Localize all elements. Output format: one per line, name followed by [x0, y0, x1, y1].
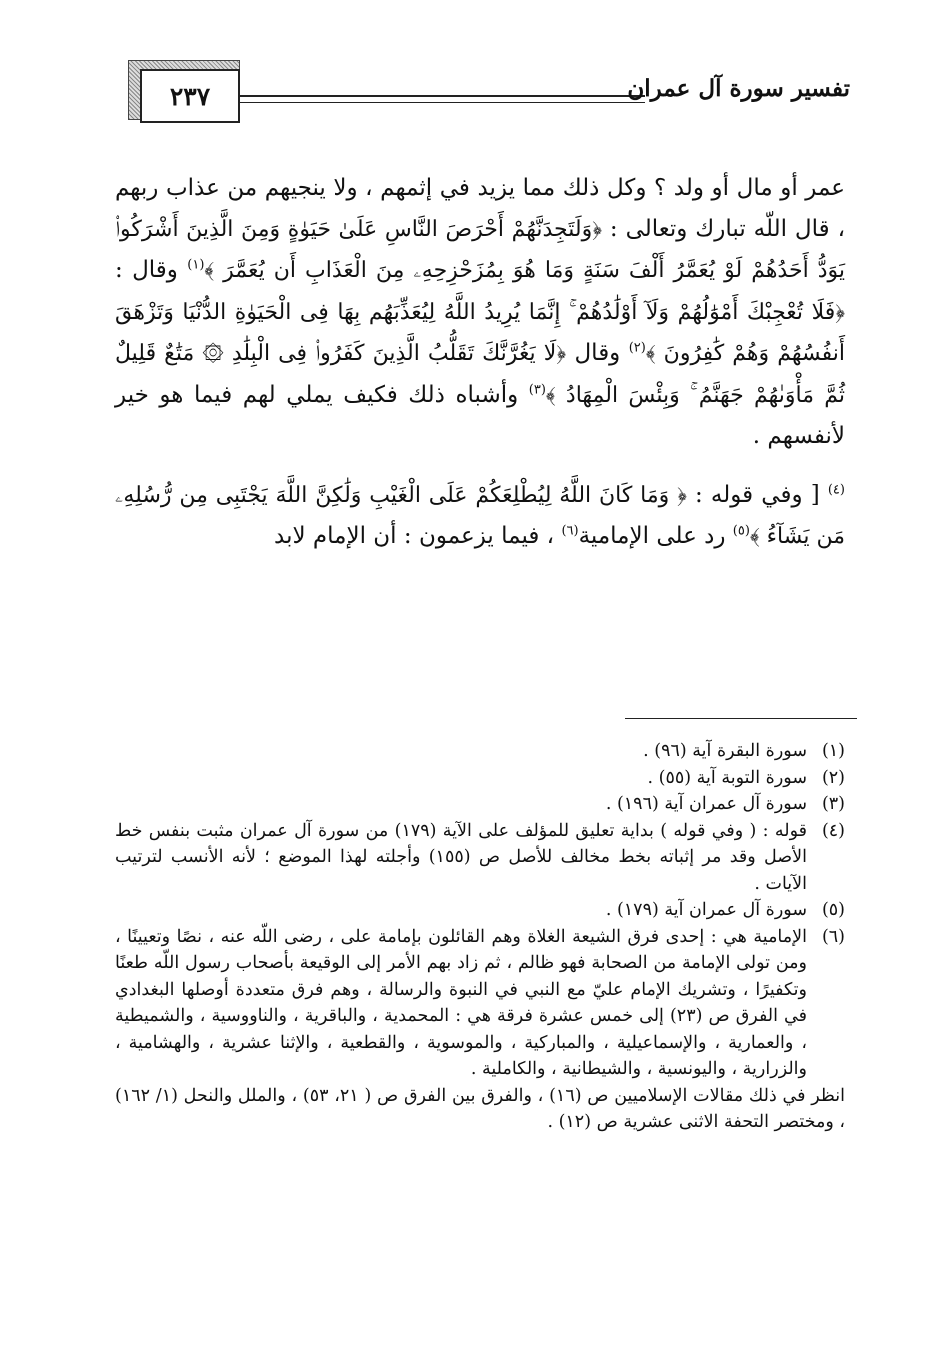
footnote-text: سورة التوبة آية (٥٥) . — [647, 767, 807, 788]
running-title: تفسير سورة آل عمران — [627, 75, 850, 102]
text-segment: ، فيما يزعمون : أن الإمام لابد — [274, 523, 555, 549]
footnote-ref: (٣) — [528, 381, 546, 397]
footnote-ref: (٦) — [561, 523, 579, 539]
footnote — [115, 924, 845, 1083]
quran-verse: ﴿لَا يَغُرَّنَّكَ تَقَلُّبُ الَّذِينَ كَفَرُوا۟ فِى الْبِلَٰدِ ۞ مَتَٰعٌ قَلِيلٌ ثُمَّ مَأْوَىٰهُمْ جَهَنَّمُ ۚ وَبِئْسَ الْمِهَادُ ﴾ — [115, 341, 845, 408]
footnote-number: (٥) — [821, 900, 845, 920]
footnote-ref: (٤) — [827, 481, 845, 497]
text-segment: وأشباه ذلك فكيف يملي لهم فيما هو خير لأنفسهم . — [115, 381, 845, 449]
footnote-text: قوله : ( وفي قوله ) بداية تعليق للمؤلف على الآية (١٧٩) من سورة آل عمران مثبت بنفس خط الأصل وقد مر إثباته بخط مخالف للأصل ص (١٥٥) وأجلته لهذا الموضع ؛ لأنه الأنسب لترتيب الآيات . — [115, 820, 808, 894]
footnote — [115, 818, 845, 898]
quran-verse: ﴿ وَمَا كَانَ اللَّهُ لِيُطْلِعَكُمْ عَلَى الْغَيْبِ وَلَٰكِنَّ اللَّهَ يَجْتَبِى مِن رُّسُلِهِۦ مَن يَشَآءُ ﴾ — [115, 482, 845, 549]
text-segment: وقال — [574, 340, 621, 366]
footnote — [115, 897, 845, 924]
footnote — [115, 765, 845, 792]
footnote-continuation: انظر في ذلك مقالات الإسلاميين ص (١٦) ، والفرق بين الفرق ص ( ٢١، ٥٣) ، والملل والنحل (١/ ١٦٢) ، ومختصر التحفة الاثنى عشرية ص (١٢) . — [115, 1085, 846, 1132]
footnotes — [115, 738, 845, 1136]
footnote-number: (٣) — [821, 794, 845, 814]
footnote-separator — [625, 718, 857, 719]
footnote-ref: (٥) — [732, 523, 750, 539]
footnote-text: سورة آل عمران آية (١٩٦) . — [605, 794, 807, 814]
text-segment: رد على الإمامية — [578, 523, 726, 549]
text-segment: وقال : — [115, 257, 178, 283]
footnote-number: (١) — [821, 741, 845, 761]
footnote-ref: (٢) — [628, 340, 646, 356]
footnote — [115, 791, 845, 818]
footnote-text: سورة البقرة آية (٩٦) . — [643, 741, 807, 761]
quran-verse: ﴿وَلَتَجِدَنَّهُمْ أَحْرَصَ النَّاسِ عَلَىٰ حَيَوٰةٍ وَمِنَ الَّذِينَ أَشْرَكُوا۟ يَوَدُّ أَحَدُهُمْ لَوْ يُعَمَّرُ أَلْفَ سَنَةٍ وَمَا هُوَ بِمُزَحْزِحِهِۦ مِنَ الْعَذَابِ أَن يُعَمَّرَ ﴾ — [115, 216, 845, 283]
text-segment: [ وفي قوله : — [695, 481, 820, 508]
paragraph-2 — [115, 475, 845, 558]
footnote-number: (٤) — [821, 820, 845, 841]
text-segment: عمر أو مال أو ولد ؟ وكل ذلك مما يزيد في إثمهم ، ولا ينجيهم من عذاب ربهم ، قال اللّه تبارك وتعالى : — [115, 175, 846, 242]
paragraph-1 — [115, 168, 845, 457]
header-rule — [240, 95, 645, 103]
quran-verse: ﴿فَلَا تُعْجِبْكَ أَمْوَٰلُهُمْ وَلَآ أَوْلَٰدُهُمْ ۚ إِنَّمَا يُرِيدُ اللَّهُ لِيُعَذِّبَهُم بِهَا فِى الْحَيَوٰةِ الدُّنْيَا وَتَزْهَقَ أَنفُسُهُمْ وَهُمْ كَٰفِرُونَ ﴾ — [115, 299, 845, 366]
page-number: ٢٣٧ — [140, 69, 240, 123]
footnote — [115, 738, 845, 765]
footnote-ref: (١) — [187, 257, 205, 273]
footnote-text: الإمامية هي : إحدى فرق الشيعة الغلاة وهم القائلون بإمامة على ، رضى اللّه عنه ، نصًا وتعيينًا ، ومن تولى الإمامة من الصحابة فهو ظالم ، ثم زاد بهم الأمر إلى الوقيعة بأصحاب رسول اللّه طعنًا وتكفيرًا ، وتشريك الإمام عليّ مع النبي في النبوة والرسالة ، وهم فرق متعددة أوصلها البغدادي في الفرق ص (٢٣) إلى خمس عشرة فرقة هي : المحمدية ، والباقرية ، والناووسية ، والشميطية ، والعمارية ، والإسماعيلية ، والمباركية ، والموسوية ، والقطعية ، والإثنا عشرية ، والهشامية ، والزرارية ، واليونسية ، والشيطانية ، والكاملية . — [115, 926, 808, 1079]
main-text — [115, 168, 845, 576]
footnote-text: سورة آل عمران آية (١٧٩) . — [605, 900, 807, 920]
footnote-number: (٦) — [821, 926, 845, 947]
page-header — [120, 55, 850, 130]
footnote-number: (٢) — [821, 767, 845, 788]
